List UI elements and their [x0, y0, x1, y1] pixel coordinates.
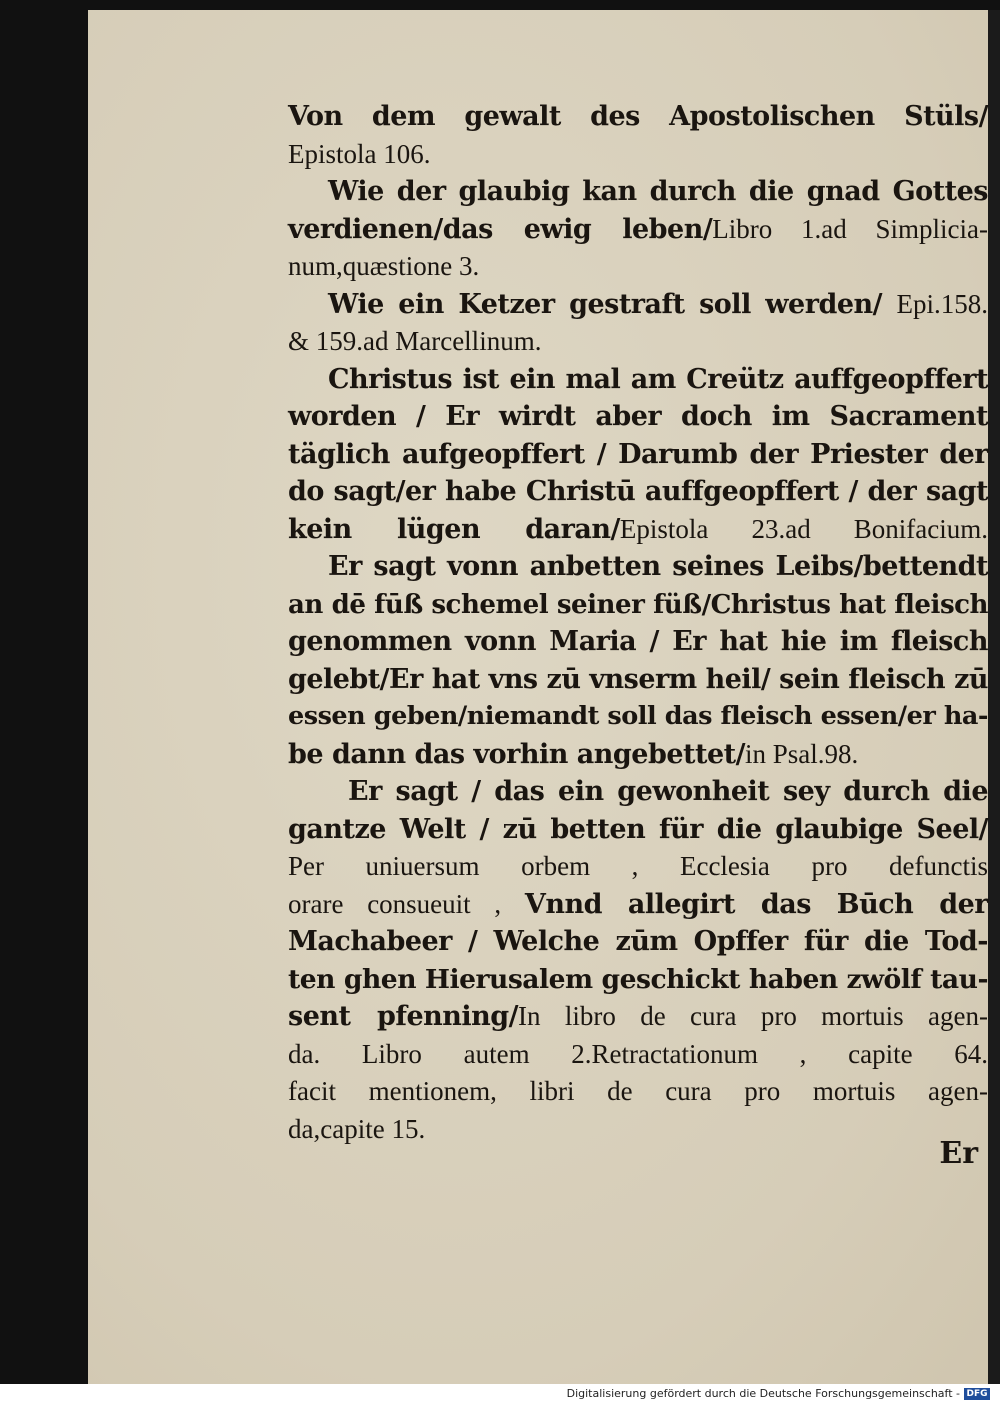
- latin-text: da. Libro autem 2.Retractationum , capite 64.: [288, 1038, 988, 1069]
- blackletter-text: an dē fūß schemel seiner füß/Christus hat fleisch: [288, 588, 988, 620]
- text-line: [288, 586, 988, 624]
- blackletter-text: essen geben/niemandt soll das fleisch essen/er ha-: [288, 701, 988, 731]
- blackletter-text: be dann das vorhin angebettet/: [288, 738, 745, 770]
- blackletter-text: gelebt/Er hat vns zū vnserm heil/ sein fleisch zū: [288, 663, 988, 695]
- text-line: [288, 173, 988, 211]
- text-line: [288, 248, 988, 286]
- text-line: [288, 511, 988, 549]
- blackletter-text: Wie ein Ketzer gestraft soll werden/: [328, 288, 897, 320]
- text-line: [288, 361, 988, 399]
- blackletter-text: gantze Welt / zū betten für die glaubige Seel/: [288, 813, 988, 845]
- text-line: [288, 436, 988, 474]
- text-line: [288, 811, 988, 849]
- blackletter-text: verdienen/das ewig leben/: [288, 213, 713, 245]
- blackletter-text: ten ghen Hierusalem geschickt haben zwölf tau-: [288, 963, 988, 995]
- digitization-footer: [0, 1384, 1000, 1404]
- latin-text: & 159.ad Marcellinum.: [288, 326, 542, 356]
- text-line: [288, 398, 988, 436]
- latin-text: Libro 1.ad Simplicia-: [712, 213, 989, 244]
- text-line: [288, 473, 988, 511]
- latin-text: orare consueuit ,: [288, 888, 525, 919]
- catchword: Er: [939, 1136, 978, 1171]
- text-line: [288, 848, 988, 886]
- text-line: [288, 1073, 988, 1111]
- latin-text: Per uniuersum orbem , Ecclesia pro defunctis: [288, 851, 988, 881]
- blackletter-text: Von dem gewalt des Apostolischen Stüls/: [288, 101, 988, 132]
- latin-text: Epi.158.: [896, 288, 988, 319]
- page-edge-shadow: [988, 10, 1000, 1384]
- latin-text: Epistola 23.ad Bonifacium.: [619, 513, 988, 544]
- dfg-logo: DFG: [964, 1388, 990, 1400]
- text-line: [288, 698, 988, 736]
- text-line: [288, 736, 988, 774]
- text-line: [288, 961, 988, 999]
- latin-text: facit mentionem, libri de cura pro mortuis agen-: [288, 1076, 988, 1106]
- blackletter-text: Christus ist ein mal am Creütz auffgeopffert: [328, 363, 988, 395]
- text-line: [288, 998, 988, 1036]
- text-line: [288, 1036, 988, 1074]
- latin-text: Epistola 106.: [288, 138, 431, 169]
- text-line: [288, 98, 988, 136]
- blackletter-text: Wie der glaubig kan durch die gnad Gottes: [328, 176, 988, 207]
- blackletter-text: do sagt/er habe Christū auffgeopffert / der sagt: [288, 476, 988, 507]
- footer-credit-text: Digitalisierung gefördert durch die Deutsche Forschungsgemeinschaft -: [566, 1387, 960, 1400]
- blackletter-text: Er sagt vonn anbetten seines Leibs/bettendt: [328, 551, 988, 582]
- text-line: [288, 1111, 988, 1149]
- blackletter-text: kein lügen daran/: [288, 513, 620, 545]
- blackletter-text: worden / Er wirdt aber doch im Sacrament: [288, 401, 988, 432]
- blackletter-text: sent pfenning/: [288, 1001, 519, 1032]
- text-line: [288, 323, 988, 361]
- text-line: [288, 136, 988, 174]
- text-line: [288, 661, 988, 699]
- blackletter-text: Machabeer / Welche zūm Opffer für die Tod-: [288, 926, 988, 957]
- blackletter-text: täglich aufgeopffert / Darumb der Priester der: [288, 438, 988, 470]
- text-line: [288, 923, 988, 961]
- blackletter-text: genommen vonn Maria / Er hat hie im fleisch: [288, 626, 988, 657]
- text-line: [288, 623, 988, 661]
- text-line: [288, 211, 988, 249]
- blackletter-text: Er sagt / das ein gewonheit sey durch die: [348, 776, 988, 807]
- text-line: [288, 886, 988, 924]
- text-line: [288, 548, 988, 586]
- latin-text: num,quæstione 3.: [288, 251, 480, 281]
- latin-text: in Psal.98.: [745, 738, 859, 769]
- text-line: [288, 773, 988, 811]
- text-line: [288, 286, 988, 324]
- latin-text: In libro de cura pro mortuis agen-: [518, 1001, 988, 1031]
- blackletter-text: Vnnd allegirt das Būch der: [524, 888, 988, 920]
- page-text-block: [288, 98, 988, 1148]
- latin-text: da,capite 15.: [288, 1113, 426, 1144]
